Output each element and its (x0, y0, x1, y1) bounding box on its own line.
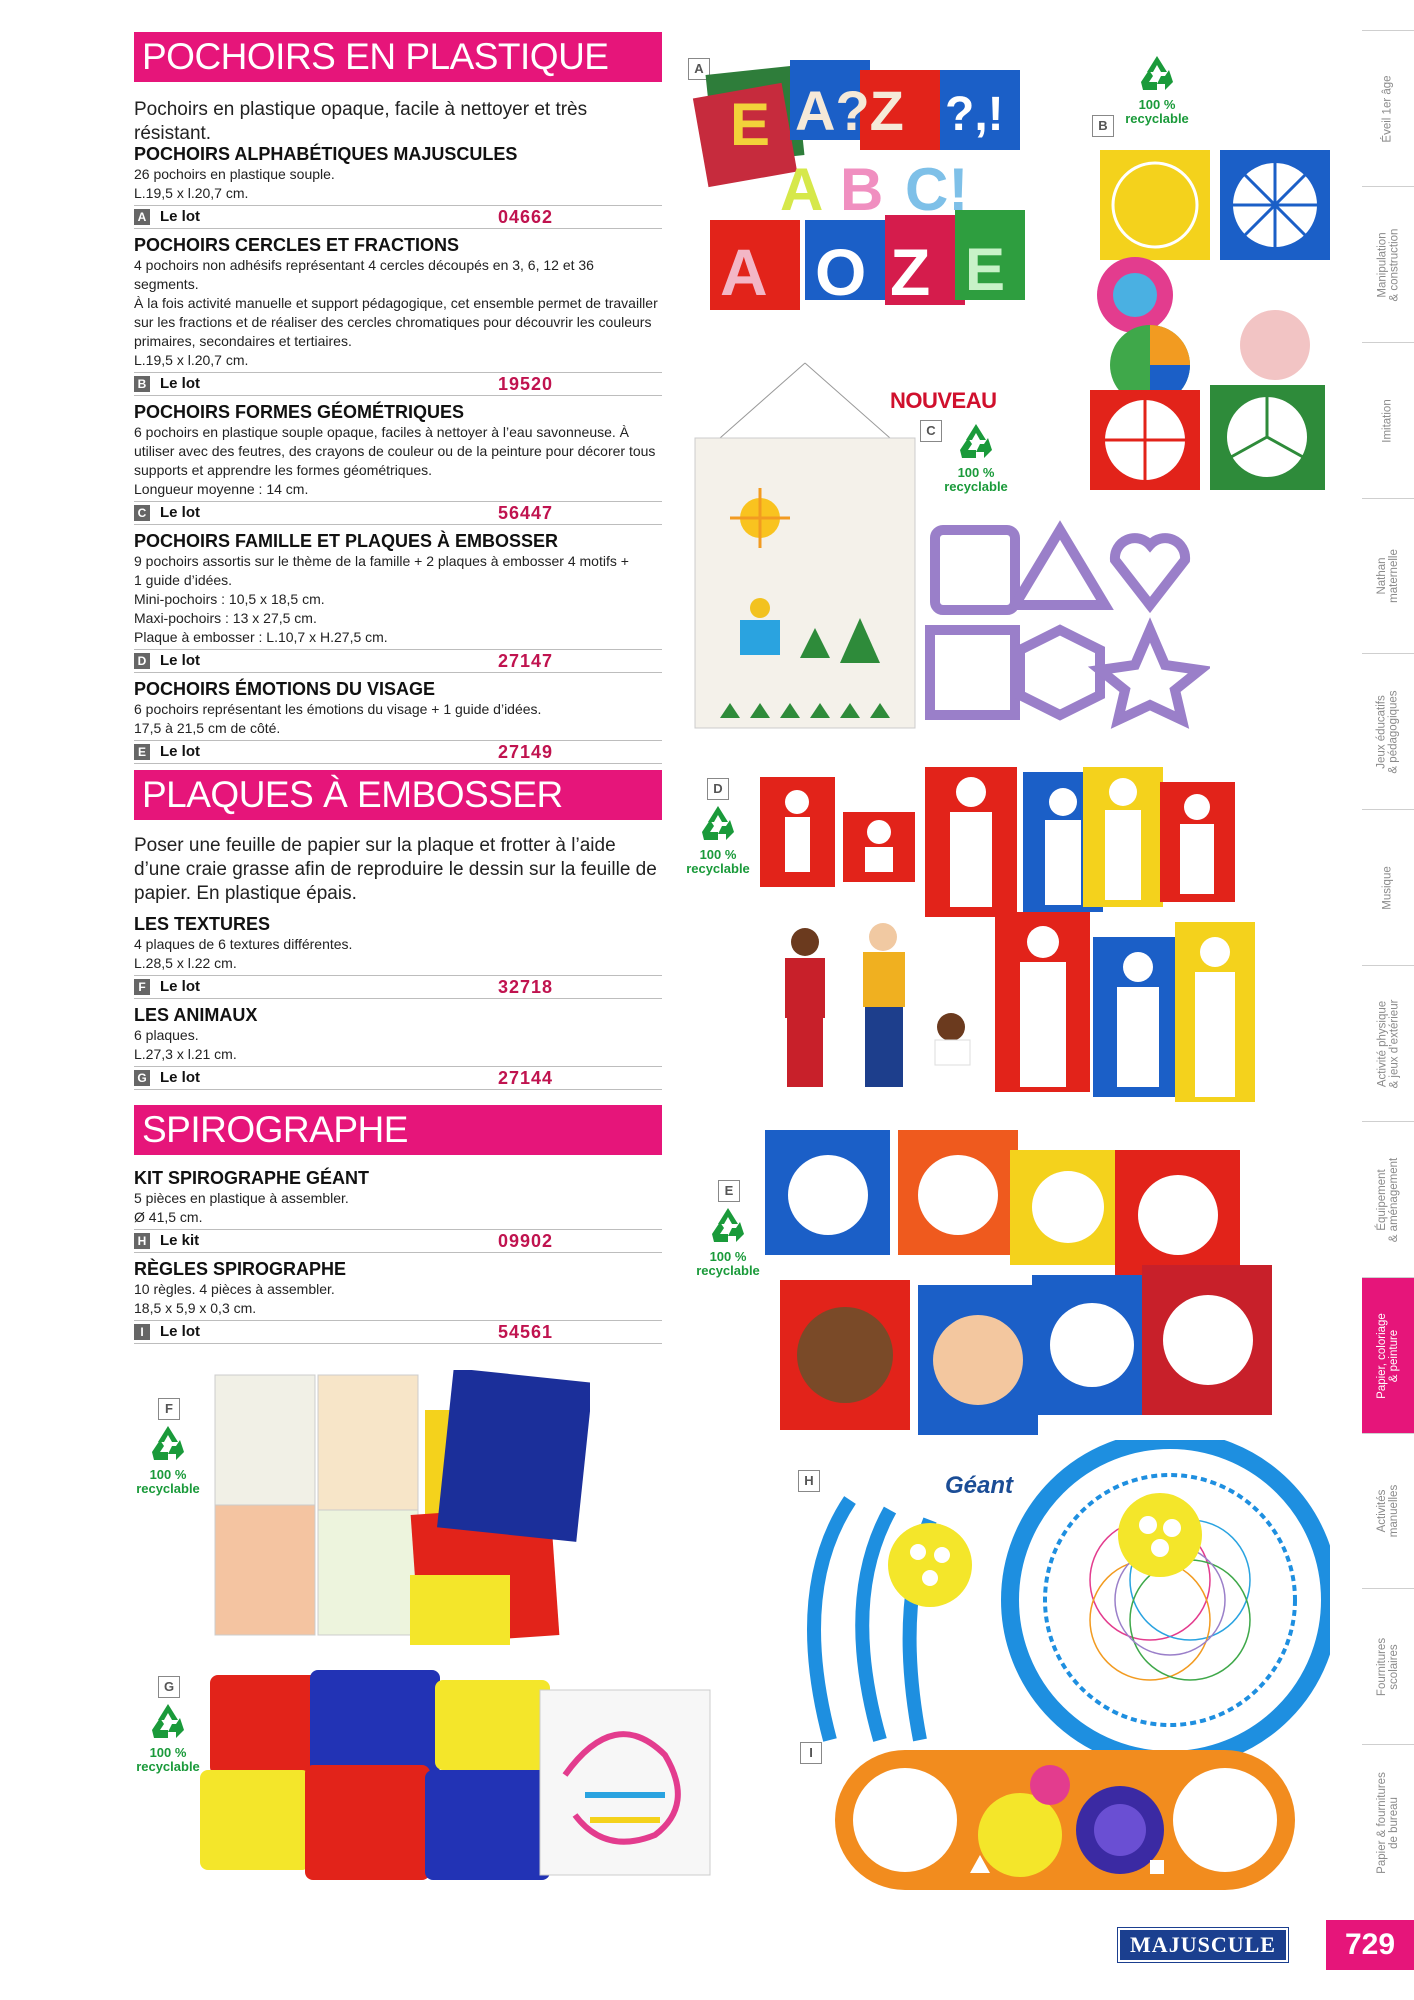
product-reference-row (134, 649, 662, 673)
sidebar-category-label: Fournitures scolaires (1376, 1638, 1401, 1697)
sidebar-category (1362, 1433, 1414, 1590)
product-description-line: L.19,5 x l.20,7 cm. (134, 185, 249, 201)
product-title: LES TEXTURES (134, 914, 271, 934)
sidebar-category (1362, 1121, 1414, 1278)
svg-text:A: A (780, 156, 824, 223)
recycle-label: recyclable (696, 1263, 760, 1278)
product-description-line: sur les fractions et de réaliser des cercles chromatiques pour découvrir les couleurs (134, 314, 652, 330)
recycle-icon (706, 1204, 750, 1248)
recycle-label: recyclable (136, 1759, 200, 1774)
product-unit: Le lot (160, 1323, 200, 1340)
recycle-percent: 100 % (709, 1249, 747, 1264)
product-title: POCHOIRS ÉMOTIONS DU VISAGE (134, 679, 436, 699)
product-unit: Le lot (160, 1069, 200, 1086)
product-description-line: 6 pochoirs en plastique souple opaque, faciles à nettoyer à l’eau savonneuse. À (134, 424, 630, 440)
recycle-badge-c (926, 420, 1026, 494)
texture-plates-image (210, 1370, 590, 1650)
giant-spirograph-kit-image (770, 1440, 1330, 1770)
product-tag-a: A (688, 58, 710, 80)
product-title: POCHOIRS FAMILLE ET PLAQUES À EMBOSSER (134, 531, 559, 551)
svg-text:O: O (815, 235, 867, 309)
product-letter: C (134, 505, 150, 521)
svg-text:C!: C! (905, 156, 969, 223)
product-description (134, 1189, 662, 1227)
product-letter: H (134, 1233, 150, 1249)
section-intro-plaques: Poser une feuille de papier sur la plaque et frotter à l’aide d’une craie grasse afin de reproduire le dessin sur la feuille de papier. En plastique épais. (134, 835, 657, 904)
product-letter: G (134, 1070, 150, 1086)
geometric-stencils-image (920, 520, 1210, 730)
product-tag-c: C (920, 420, 942, 442)
product-tag-e: E (718, 1180, 740, 1202)
product-description-line: 18,5 x 5,9 x 0,3 cm. (134, 1300, 257, 1316)
svg-text:?,!: ?,! (945, 88, 1004, 141)
product-description (134, 256, 662, 370)
product-code: 27149 (498, 742, 554, 762)
sidebar-category-label: Activité physique & jeux d’extérieur (1376, 999, 1401, 1089)
product-description-line: 26 pochoirs en plastique souple. (134, 166, 335, 182)
sidebar-category-label: Activités manuelles (1376, 1485, 1401, 1538)
product-code: 09902 (498, 1231, 554, 1251)
product-letter: I (134, 1324, 150, 1340)
geometric-wall-hanging-image (690, 358, 920, 738)
recycle-icon (146, 1700, 190, 1744)
product-list-plaques (134, 908, 662, 1090)
product-tag-i: I (800, 1742, 822, 1764)
product-description-line: 4 pochoirs non adhésifs représentant 4 cercles découpés en 3, 6, 12 et 36 segments. (134, 257, 594, 292)
product-tag-b: B (1092, 115, 1114, 137)
product-title: RÈGLES SPIROGRAPHE (134, 1259, 347, 1279)
recycle-percent: 100 % (149, 1745, 187, 1760)
family-stencils-image (755, 762, 1255, 1102)
product-description-line: L.28,5 x l.22 cm. (134, 955, 237, 971)
product-code: 27144 (498, 1068, 554, 1088)
sidebar-category (1362, 342, 1414, 499)
category-sidebar (1362, 30, 1414, 1900)
sidebar-category-label: Jeux éducatifs & pédagogiques (1376, 690, 1401, 774)
product-description (134, 1280, 662, 1318)
product-title: KIT SPIROGRAPHE GÉANT (134, 1168, 370, 1188)
sidebar-category (1362, 965, 1414, 1122)
product-reference-row (134, 1229, 662, 1253)
sidebar-category (1362, 186, 1414, 343)
svg-text:B: B (840, 156, 884, 223)
product-description (134, 552, 662, 647)
product-letter: E (134, 744, 150, 760)
product-tag-d: D (707, 778, 729, 800)
product-description-line: supports et apprendre les formes géométriques. (134, 462, 433, 478)
recycle-label: recyclable (1125, 111, 1189, 126)
svg-text:Z: Z (890, 235, 931, 309)
product-description-line: L.19,5 x l.20,7 cm. (134, 352, 249, 368)
product-unit: Le lot (160, 208, 200, 225)
product-description-line: utiliser avec des feutres, des crayons de couleur ou de la peinture pour décorer tous (134, 443, 656, 459)
product-title: LES ANIMAUX (134, 1005, 258, 1025)
product-unit: Le lot (160, 504, 200, 521)
product-code: 56447 (498, 503, 554, 523)
sidebar-category-label: Manipulation & construction (1376, 228, 1400, 302)
product-description-line: 1 guide d’idées. (134, 572, 233, 588)
recycle-icon (696, 802, 740, 846)
sidebar-category (1362, 1277, 1414, 1434)
product-code: 27147 (498, 651, 554, 671)
svg-text:A?Z: A?Z (795, 79, 904, 142)
sidebar-category-label: Équipement & aménagement (1376, 1157, 1401, 1242)
sidebar-category-label: Papier, coloriage & peinture (1376, 1312, 1401, 1399)
brand-logo: MAJUSCULE (1118, 1928, 1288, 1962)
product-unit: Le lot (160, 978, 200, 995)
product-letter: B (134, 376, 150, 392)
product-description-line: Maxi-pochoirs : 13 x 27,5 cm. (134, 610, 317, 626)
alphabet-stencils-image (690, 50, 1030, 320)
section-title-spirographe: SPIROGRAPHE (134, 1105, 662, 1155)
animal-plates-image (195, 1665, 715, 1905)
product-tag-f: F (158, 1398, 180, 1420)
product-letter: D (134, 653, 150, 669)
recycle-label: recyclable (686, 861, 750, 876)
sidebar-category-label: Imitation (1382, 398, 1394, 443)
sidebar-category (1362, 653, 1414, 810)
product-description-line: 6 pochoirs représentant les émotions du visage + 1 guide d’idées. (134, 701, 542, 717)
recycle-icon (146, 1422, 190, 1466)
product-code: 32718 (498, 977, 554, 997)
product-description-line: 17,5 à 21,5 cm de côté. (134, 720, 281, 736)
sidebar-category (1362, 498, 1414, 655)
recycle-icon (1135, 52, 1179, 96)
product-tag-g: G (158, 1676, 180, 1698)
product-unit: Le lot (160, 652, 200, 669)
product-description (134, 935, 662, 973)
product-unit: Le kit (160, 1232, 200, 1249)
recycle-percent: 100 % (149, 1467, 187, 1482)
fraction-circle-stencils-image (1085, 145, 1335, 495)
new-badge: NOUVEAU (890, 388, 997, 413)
sidebar-category-label: Papier & fournitures de bureau (1376, 1772, 1401, 1874)
recycle-label: recyclable (136, 1481, 200, 1496)
face-emotion-stencils-image (760, 1125, 1280, 1445)
product-description-line: Mini-pochoirs : 10,5 x 18,5 cm. (134, 591, 325, 607)
product-description-line: 9 pochoirs assortis sur le thème de la famille + 2 plaques à embosser 4 motifs + (134, 553, 629, 569)
product-description-line: Plaque à embosser : L.10,7 x H.27,5 cm. (134, 629, 388, 645)
page-number: 729 (1326, 1920, 1414, 1970)
product-code: 19520 (498, 374, 554, 394)
product-description-line: primaires, secondaires et tertiaires. (134, 333, 352, 349)
spirograph-ruler-image (830, 1745, 1300, 1895)
product-reference-row (134, 740, 662, 764)
giant-label: Géant (945, 1472, 1014, 1499)
section-title-pochoirs: POCHOIRS EN PLASTIQUE (134, 32, 662, 82)
svg-text:A: A (720, 235, 768, 309)
product-description-line: 4 plaques de 6 textures différentes. (134, 936, 353, 952)
section-title-plaques: PLAQUES À EMBOSSER (134, 770, 662, 820)
product-description (134, 1026, 662, 1064)
sidebar-category-label: Nathan maternelle (1376, 549, 1401, 604)
product-unit: Le lot (160, 375, 200, 392)
product-list-pochoirs (134, 138, 662, 764)
product-description-line: 10 règles. 4 pièces à assembler. (134, 1281, 335, 1297)
sidebar-category-label: Musique (1382, 866, 1394, 910)
product-letter: F (134, 979, 150, 995)
product-tag-h: H (798, 1470, 820, 1492)
product-description-line: L.27,3 x l.21 cm. (134, 1046, 237, 1062)
product-code: 04662 (498, 207, 554, 227)
product-list-spirographe (134, 1162, 662, 1344)
sidebar-category (1362, 1588, 1414, 1745)
product-code: 54561 (498, 1322, 554, 1342)
recycle-percent: 100 % (1138, 97, 1176, 112)
sidebar-category-label: Éveil 1er âge (1382, 75, 1394, 143)
recycle-badge-d (668, 802, 768, 876)
sidebar-category (1362, 1744, 1414, 1901)
product-description (134, 700, 662, 738)
product-reference-row (134, 205, 662, 229)
product-reference-row (134, 975, 662, 999)
svg-text:E: E (965, 236, 1006, 303)
product-description-line: Longueur moyenne : 14 cm. (134, 481, 309, 497)
product-description (134, 165, 662, 203)
product-description (134, 423, 662, 499)
product-description-line: À la fois activité manuelle et support pédagogique, cet ensemble permet de travailler (134, 295, 658, 311)
product-letter: A (134, 209, 150, 225)
section-intro-pochoirs: Pochoirs en plastique opaque, facile à nettoyer et très résistant. (134, 99, 588, 144)
product-description-line: Ø 41,5 cm. (134, 1209, 203, 1225)
sidebar-category (1362, 809, 1414, 966)
product-title: POCHOIRS ALPHABÉTIQUES MAJUSCULES (134, 144, 518, 164)
product-description-line: 5 pièces en plastique à assembler. (134, 1190, 349, 1206)
recycle-percent: 100 % (699, 847, 737, 862)
svg-text:E: E (730, 91, 771, 158)
recycle-badge-b (1107, 52, 1207, 126)
product-reference-row (134, 1320, 662, 1344)
recycle-percent: 100 % (957, 465, 995, 480)
product-reference-row (134, 1066, 662, 1090)
product-unit: Le lot (160, 743, 200, 760)
product-reference-row (134, 501, 662, 525)
recycle-icon (954, 420, 998, 464)
product-reference-row (134, 372, 662, 396)
product-title: POCHOIRS FORMES GÉOMÉTRIQUES (134, 402, 465, 422)
product-title: POCHOIRS CERCLES ET FRACTIONS (134, 235, 460, 255)
product-description-line: 6 plaques. (134, 1027, 199, 1043)
recycle-label: recyclable (944, 479, 1008, 494)
sidebar-category (1362, 30, 1414, 187)
recycle-badge-f (118, 1422, 218, 1496)
